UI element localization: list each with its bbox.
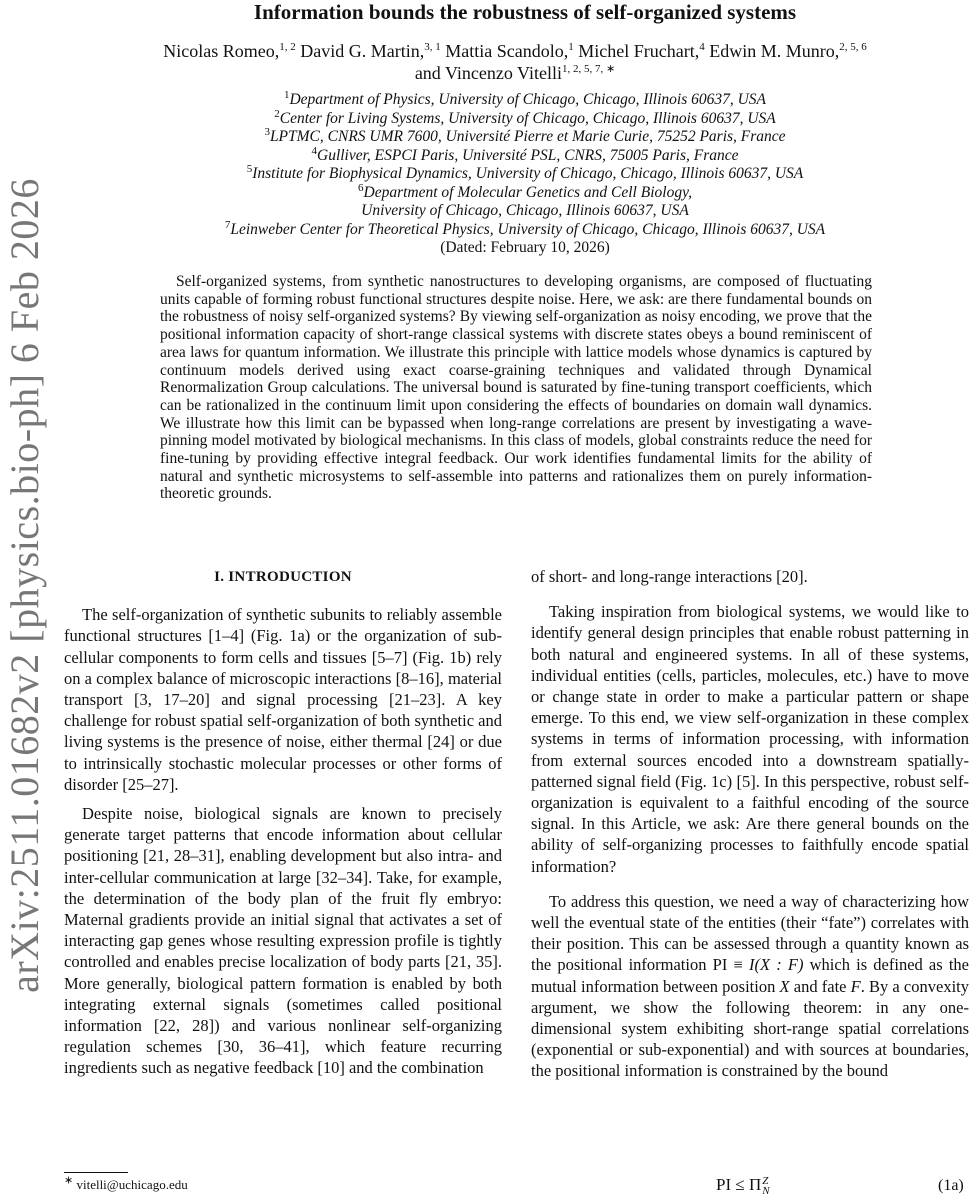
author-name: Michel Fruchart, — [578, 41, 700, 61]
affiliation-line — [140, 88, 910, 110]
author-name: and Vincenzo Vitelli — [414, 63, 562, 83]
affiliation-line — [140, 107, 910, 129]
arxiv-identifier: arXiv:2511.01682v2 [physics.bio-ph] 6 Feb 2026 — [1, 177, 47, 993]
affiliation-line — [140, 202, 910, 221]
equation-1a: PI ≤ Π Z N — [716, 1175, 770, 1198]
affiliation-text: University of Chicago, Chicago, Illinois 60637, USA — [361, 202, 689, 219]
section-heading: I. INTRODUCTION — [214, 569, 352, 585]
left-column — [64, 566, 502, 1079]
author-affiliation-mark: 4 — [699, 41, 705, 53]
affiliation-text: Gulliver, ESPCI Paris, Université PSL, CNRS, 75005 Paris, France — [317, 146, 739, 164]
author-affiliation-mark: 3, 1 — [424, 41, 441, 53]
author-name: Mattia Scandolo, — [445, 41, 569, 61]
affiliation-text: Department of Physics, University of Chicago, Chicago, Illinois 60637, USA — [289, 91, 767, 108]
affiliation-text: Center for Living Systems, University of Chicago, Chicago, Illinois 60637, USA — [279, 109, 776, 127]
affiliation-text: Department of Molecular Genetics and Cell Biology, — [363, 183, 692, 201]
affiliation-number: 4 — [311, 144, 317, 157]
paragraph: The self-organization of synthetic subunits to reliably assemble functional structures [1–4] (Fig. 1a) or the organization of sub-cellular components to form cells and tissues [5–7] (Fig. 1b) rely on a complex balance of microscopic interactions [8–16], material transport [3, 17–20] and signal processing [21–23]. A key challenge for robust spatial self-organization of both synthetic and living systems is the presence of noise, either thermal [24] or due to intrinsically stochastic molecular processes or other forms of disorder [25–27]. — [64, 605, 502, 794]
author-affiliation-mark: 1, 2, 5, 7, ∗ — [561, 63, 616, 75]
paragraph: Taking inspiration from biological systems, we would like to identify general design principles that enable robust patterning in both natural and engineered systems. In all of these systems, individual entities (cells, particles, molecules, etc.) have to move or change state in order to make a particular pattern or shape emerge. To this end, we view self-organization in these complex systems in terms of information processing, with information from external sources encoded into a downstream spatially-patterned signal field (Fig. 1c) [5]. In this perspective, robust self-organization is equivalent to a faithful encoding of the source signal. In this Article, we ask: Are there general bounds on the ability of self-organizing processes to faithfully encode spatial information? — [531, 602, 969, 876]
affiliation-text: LPTMC, CNRS UMR 7600, Université Pierre et Marie Curie, 75252 Paris, France — [269, 128, 786, 145]
paper-title: Information bounds the robustness of self-organized systems — [253, 0, 797, 24]
affiliation-text: Leinweber Center for Theoretical Physics, University of Chicago, Chicago, Illinois 60637, USA — [230, 220, 826, 238]
math-inline: I(X : F) — [748, 955, 804, 975]
author-name: Nicolas Romeo, — [163, 41, 280, 61]
author-list — [160, 40, 870, 84]
paragraph: Despite noise, biological signals are known to precisely generate target patterns that encode information about cellular positioning [21, 28–31], enabling development but also intra- and inter-cellular communication at large [32–34]. Take, for example, the determination of the body plan of the fruit fly embryo: Maternal gradients provide an initial signal that activates a set of interacting gap genes whose resulting expression profile is tightly controlled and enables precise localization of body parts [21, 35]. More generally, biological pattern formation is enabled by both integrating external signals (sometimes called positional information [22, 28]) and various nonlinear self-organizing regulation schemes [30, 36–41], which feature recurring ingredients such as negative feedback [10] and the combination — [64, 804, 502, 1078]
affiliation-number: 6 — [358, 181, 364, 194]
affiliation-text: Institute for Biophysical Dynamics, University of Chicago, Chicago, Illinois 60637, USA — [252, 165, 804, 182]
math-inline: F — [850, 976, 861, 996]
affiliation-number: 7 — [224, 218, 231, 231]
affiliation-line — [140, 125, 910, 147]
footnote-rule — [64, 1172, 128, 1173]
author-affiliation-mark: 1 — [568, 41, 574, 53]
affiliation-number: 5 — [246, 162, 253, 175]
affiliation-number: 3 — [264, 125, 270, 138]
affiliation-line — [140, 144, 910, 166]
affiliation-list — [140, 88, 910, 258]
arxiv-identifier-stamp — [1, 177, 47, 993]
affiliation-number: 2 — [274, 107, 280, 120]
author-affiliation-mark: 2, 5, 6 — [839, 41, 867, 53]
author-affiliation-mark: 1, 2 — [279, 41, 296, 53]
author-name: Edwin M. Munro, — [709, 41, 840, 61]
date-line: (Dated: February 10, 2026) — [440, 239, 610, 256]
math-inline: X — [779, 976, 790, 996]
footnote-email[interactable]: vitelli@uchicago.edu — [76, 1177, 188, 1192]
paragraph: To address this question, we need a way of characterizing how well the eventual state of the entities (their “fate”) correlates with their position. This can be assessed through a quantity known as the positional information PI ≡ I(X : F) which is defined as the mutual information between position X and fate F. By a convexity argument, we show the following theorem: in any one-dimensional system exhibiting short-range spatial correlations (exponential or sub-exponential) and with sources at boundaries, the positional information is constrained by the bound — [531, 891, 969, 1081]
footnote-mark: ∗ — [64, 1174, 74, 1187]
affiliation-line — [140, 181, 910, 203]
affiliation-line — [140, 218, 910, 240]
footnote — [64, 1174, 188, 1193]
abstract: Self-organized systems, from synthetic nanostructures to developing organisms, are composed of fluctuating units capable of forming robust functional structures despite noise. Here, we ask: are there fundamental bounds on the robustness of noisy self-organized systems? By viewing self-organization as noisy encoding, we prove that the positional information capacity of short-range classical systems with discrete states obeys a bound reminiscent of area laws for quantum information. We illustrate this principle with lattice models whose dynamics is captured by continuum models derived using exact coarse-graining techniques and validated through Dynamical Renormalization Group calculations. The universal bound is saturated by fine-tuning transport coefficients, which can be rationalized in the continuum limit upon considering the effects of boundaries on domain wall dynamics. We illustrate how this limit can be bypassed when long-range correlations are present by investigating a wave-pinning model motivated by biological mechanisms. In this class of models, global constraints reduce the need for fine-tuning by providing effective integral feedback. Our work identifies fundamental limits for the ability of natural and synthetic microsystems to self-assemble into patterns and rationalizes them on purely information-theoretic grounds. — [160, 273, 872, 503]
affiliation-line — [140, 162, 910, 184]
paragraph-continuation: of short- and long-range interactions [20]. — [531, 567, 808, 586]
author-name: David G. Martin, — [300, 41, 425, 61]
right-column — [531, 566, 969, 1082]
equation-number: (1a) — [938, 1177, 964, 1194]
affiliation-number: 1 — [283, 88, 290, 101]
